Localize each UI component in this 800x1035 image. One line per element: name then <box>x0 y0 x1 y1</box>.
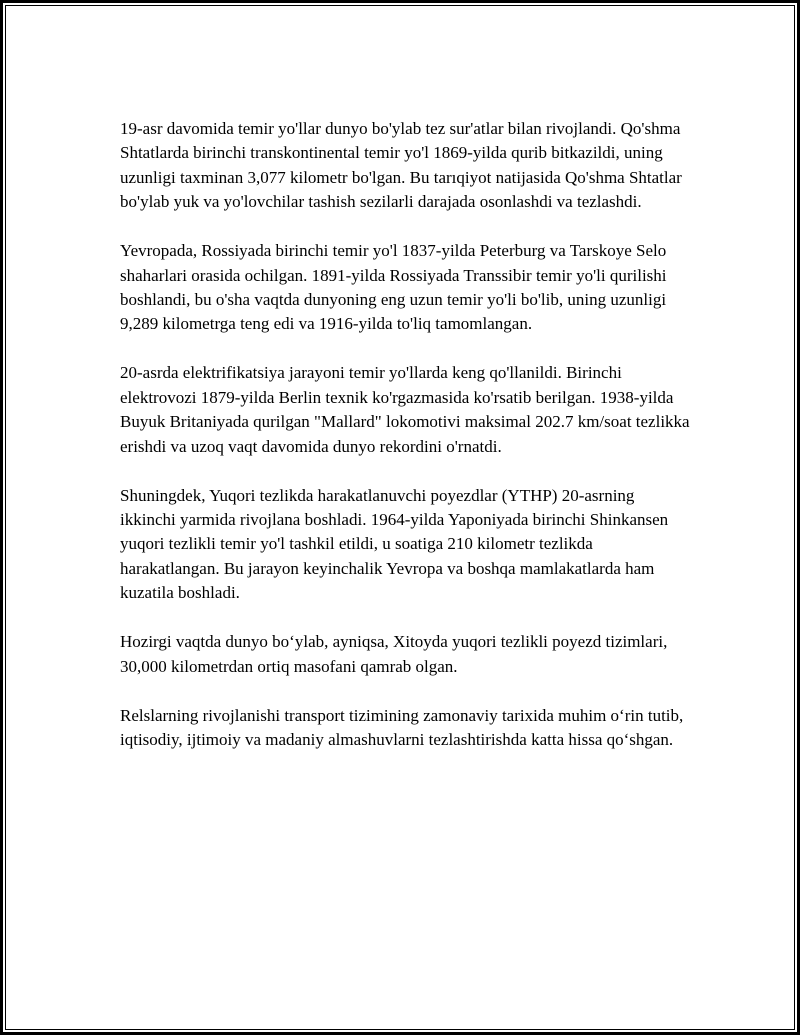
paragraph-6: Relslarning rivojlanishi transport tizimining zamonaviy tarixida muhim o‘rin tutib, iqtisodiy, ijtimoiy va madaniy almashuvlarni tezlashtirishda katta hissa qo‘shgan. <box>120 705 684 750</box>
document-body <box>120 117 690 753</box>
paragraph-1: 19-asr davomida temir yo'llar dunyo bo'ylab tez sur'atlar bilan rivojlandi. Qo'shma Shtatlarda birinchi transkontinental temir yo'l 1869-yilda qurib bitkazildi, uning uzunligi taxminan 3,077 kilometr bo'lgan. Bu tarıqiyot natijasida Qo'shma Shtatlar bo'ylab yuk va yo'lovchilar tashish sezilarli darajada osonlashdi va tezlashdi. <box>120 119 682 212</box>
paragraph-4: Shuningdek, Yuqori tezlikda harakatlanuvchi poyezdlar (YTHP) 20-asrning ikkinchi yarmida rivojlana boshladi. 1964-yilda Yaponiyada birinchi Shinkansen yuqori tezlikli temir yo'l tashkil etildi, u soatiga 210 kilometr tezlikda harakatlangan. Bu jarayon keyinchalik Yevropa va boshqa mamlakatlarda ham kuzatila boshladi. <box>120 485 669 603</box>
paragraph-5: Hozirgi vaqtda dunyo bo‘ylab, ayniqsa, Xitoyda yuqori tezlikli poyezd tizimlari, 30,000 kilometrdan ortiq masofani qamrab olgan. <box>120 632 668 676</box>
paragraph-3: 20-asrda elektrifikatsiya jarayoni temir yo'llarda keng qo'llanildi. Birinchi elektrovozi 1879-yilda Berlin texnik ko'rgazmasida ko'rsatib berilgan. 1938-yilda Buyuk Britaniyada qurilgan "Mallard" lokomotivi maksimal 202.7 km/soat tezlikka erishdi va uzoq vaqt davomida dunyo rekordini o'rnatdi. <box>120 363 690 456</box>
paragraph-2: Yevropada, Rossiyada birinchi temir yo'l 1837-yilda Peterburg va Tarskoye Selo shaharlari orasida ochilgan. 1891-yilda Rossiyada Transsibir temir yo'li qurilishi boshlandi, bu o'sha vaqtda dunyoning eng uzun temir yo'li bo'lib, uning uzunligi 9,289 kilometrga teng edi va 1916-yilda to'liq tamomlangan. <box>120 241 667 334</box>
